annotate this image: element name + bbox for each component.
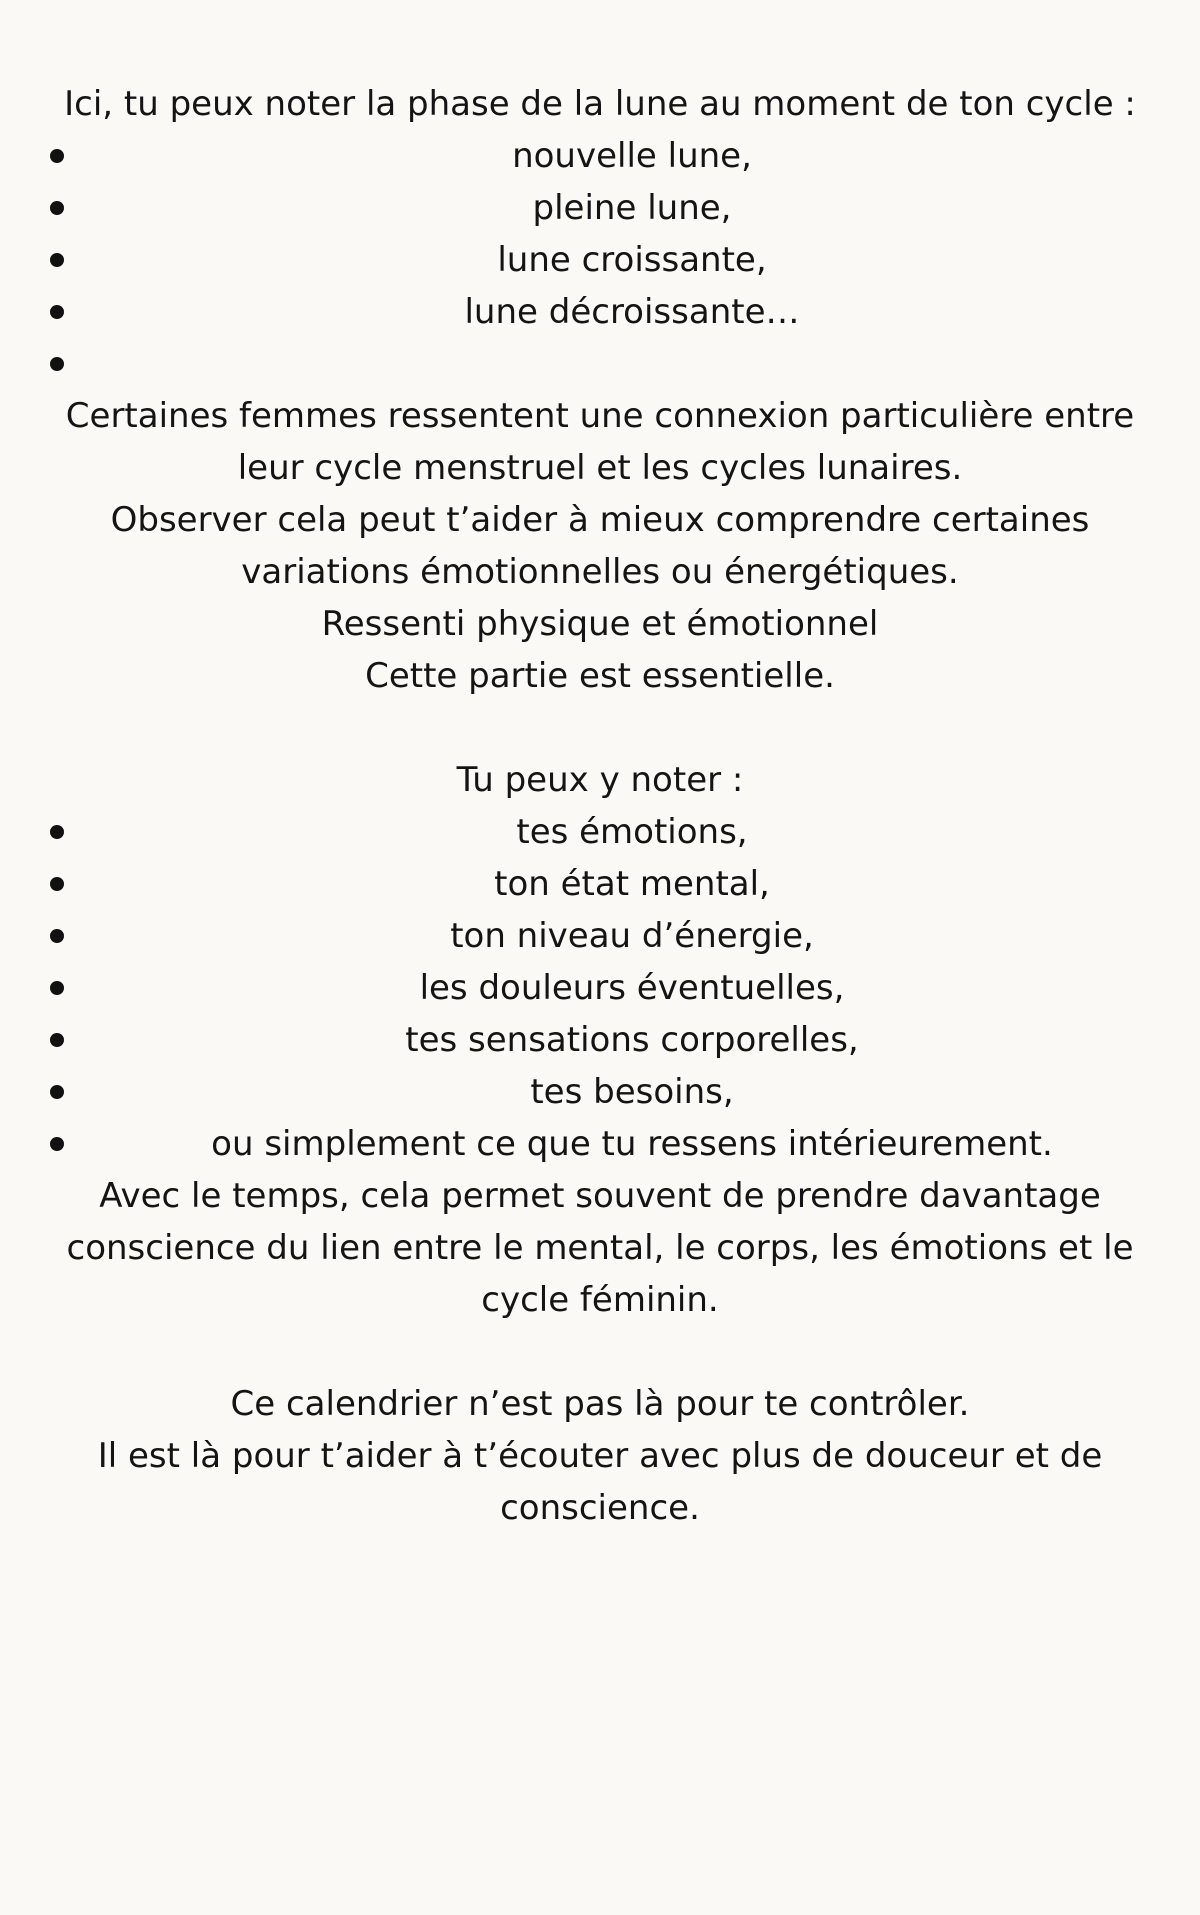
list-item [0,286,1200,338]
list-item [0,910,1200,962]
bullet-icon [50,825,64,839]
list-item-empty [0,338,1200,390]
document-body [0,78,1200,1534]
list-item-text: lune croissante, [497,240,767,280]
paragraph-line: cycle féminin. [481,1280,719,1320]
closing-line: conscience. [500,1488,700,1528]
list-item [0,1066,1200,1118]
list-item [0,130,1200,182]
bullet-icon [50,1137,64,1151]
list-item [0,182,1200,234]
list-item-text: ton état mental, [494,864,770,904]
paragraph-line: conscience du lien entre le mental, le corps, les émotions et le [66,1228,1134,1268]
list-item-text: nouvelle lune, [512,136,752,176]
paragraph-line: Cette partie est essentielle. [365,656,835,696]
list-item [0,1014,1200,1066]
bullet-icon [50,981,64,995]
list-item [0,1118,1200,1170]
bullet-icon [50,1085,64,1099]
bullet-icon [50,357,64,371]
list-item [0,806,1200,858]
closing-line: Ce calendrier n’est pas là pour te contrôler. [230,1384,970,1424]
closing-line: Il est là pour t’aider à t’écouter avec plus de douceur et de [97,1436,1103,1476]
bullet-icon [50,1033,64,1047]
list-item-text: tes besoins, [530,1072,734,1112]
bullet-icon [50,877,64,891]
bullet-icon [50,253,64,267]
list-item-text: tes émotions, [516,812,748,852]
paragraph-line: Certaines femmes ressentent une connexion particulière entre [65,396,1135,436]
bullet-icon [50,201,64,215]
list-item-text: tes sensations corporelles, [405,1020,859,1060]
notes-intro: Tu peux y noter : [456,760,744,800]
paragraph-line: leur cycle menstruel et les cycles lunaires. [237,448,963,488]
bullet-icon [50,929,64,943]
list-item [0,858,1200,910]
list-item-text: pleine lune, [532,188,732,228]
spacer [0,702,1200,754]
list-item-text: lune décroissante… [464,292,800,332]
moon-phase-intro: Ici, tu peux noter la phase de la lune au moment de ton cycle : [64,84,1136,124]
list-item-text: ton niveau d’énergie, [450,916,814,956]
bullet-icon [50,305,64,319]
list-item [0,962,1200,1014]
list-item [0,234,1200,286]
paragraph-line: Observer cela peut t’aider à mieux comprendre certaines [110,500,1090,540]
list-item-text: ou simplement ce que tu ressens intérieurement. [211,1124,1053,1164]
section-heading: Ressenti physique et émotionnel [321,604,879,644]
bullet-icon [50,149,64,163]
list-item-text: les douleurs éventuelles, [419,968,845,1008]
paragraph-line: Avec le temps, cela permet souvent de prendre davantage [99,1176,1101,1216]
paragraph-line: variations émotionnelles ou énergétiques. [241,552,959,592]
spacer [0,1326,1200,1378]
